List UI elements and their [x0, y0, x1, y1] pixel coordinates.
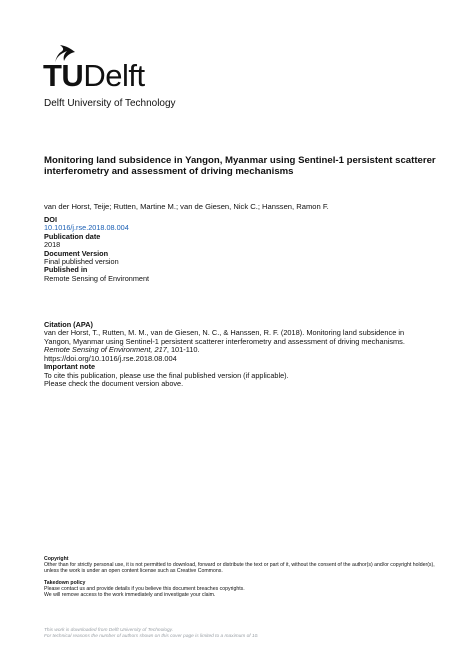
publication-title: Monitoring land subsidence in Yangon, Myanmar using Sentinel-1 persistent scatterer interferometry and assessment of driving mechanisms [44, 155, 436, 178]
document-version-value: Final published version [44, 256, 119, 266]
important-note-line2: Please check the document version above. [44, 379, 184, 389]
doi-label: DOI [44, 215, 57, 224]
logo-delft: Delft [83, 58, 145, 93]
copyright-text: Other than for strictly personal use, it is not permitted to download, forward or distribute the text or part of it, without the consent of the author(s) and/or copyright holder(s), unless the work is under an open content license such as Creative Commons. [44, 562, 435, 575]
citation-doi-url[interactable]: https://doi.org/10.1016/j.rse.2018.08.004 [44, 353, 177, 363]
important-note-label: Important note [44, 362, 96, 372]
important-note-line1: To cite this publication, please use the final published version (if applicable). [44, 370, 289, 380]
published-in-value: Remote Sensing of Environment [44, 273, 150, 283]
citation-text [44, 329, 424, 355]
authors: van der Horst, Teije; Rutten, Martine M.; van de Giesen, Nick C.; Hanssen, Ramon F. [44, 202, 329, 211]
citation-block [44, 321, 424, 389]
tu-delft-logo[interactable] [43, 60, 145, 91]
publication-date-label: Publication date [44, 231, 101, 241]
download-footer [44, 628, 259, 640]
university-name: Delft University of Technology [44, 98, 176, 109]
published-in-label: Published in [44, 265, 88, 275]
citation-text-start: van der Horst, T., Rutten, M. M., van de Giesen, N. C., & Hanssen, R. F. (2018). Monitoring land subsidence in Yangon, Myanmar using Sentinel-1 persistent scatterer interferometry and assessment of driving mechanisms. [44, 328, 405, 346]
citation-text-end: , 101-110. [166, 345, 200, 355]
citation-label: Citation (APA) [44, 320, 93, 329]
takedown-block [44, 580, 436, 599]
takedown-line2: We will remove access to the work immediately and investigate your claim. [44, 592, 216, 599]
publication-date-value: 2018 [44, 240, 61, 250]
copyright-label: Copyright [44, 556, 69, 562]
footer-line1: This work is downloaded from Delft University of Technology. [44, 628, 174, 633]
doi-link[interactable]: 10.1016/j.rse.2018.08.004 [44, 223, 129, 233]
document-version-label: Document Version [44, 248, 109, 258]
logo-tu: TU [43, 58, 84, 93]
citation-journal: Remote Sensing of Environment, 217 [44, 345, 167, 355]
copyright-block [44, 556, 436, 575]
takedown-label: Takedown policy [44, 580, 86, 586]
takedown-line1: Please contact us and provide details if you believe this document breaches copyrights. [44, 586, 245, 593]
footer-line2: For technical reasons the number of authors shown on this cover page is limited to a maximum of 10. [44, 633, 259, 639]
metadata-block [44, 216, 424, 283]
